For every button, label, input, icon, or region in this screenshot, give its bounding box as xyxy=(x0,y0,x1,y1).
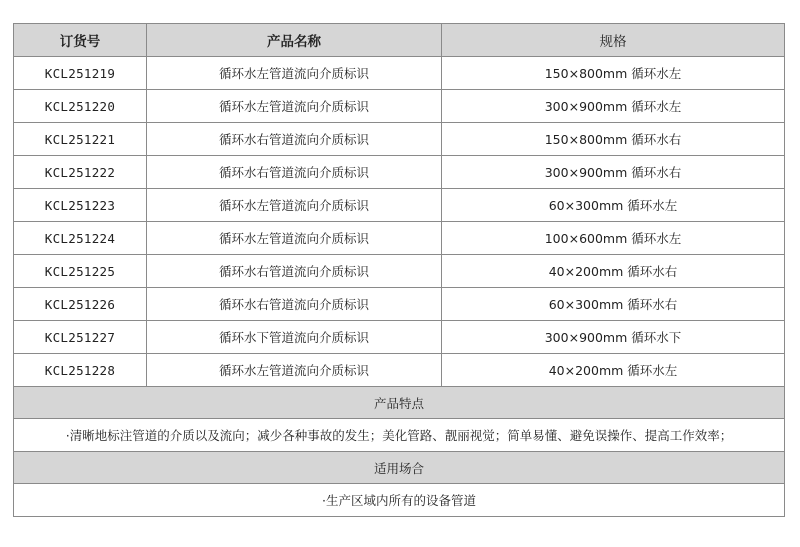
product-name-cell: 循环水右管道流向介质标识 xyxy=(147,123,442,156)
order-number-cell: KCL251221 xyxy=(14,123,147,156)
order-number-cell: KCL251223 xyxy=(14,189,147,222)
order-number-cell: KCL251219 xyxy=(14,57,147,90)
table-row xyxy=(14,321,785,354)
features-header-row xyxy=(14,387,785,419)
specification-cell: 60×300mm 循环水左 xyxy=(442,189,785,222)
table-row xyxy=(14,189,785,222)
features-title: 产品特点 xyxy=(14,387,785,419)
table-row xyxy=(14,288,785,321)
order-number-cell: KCL251220 xyxy=(14,90,147,123)
specification-cell: 100×600mm 循环水左 xyxy=(442,222,785,255)
specification-cell: 300×900mm 循环水左 xyxy=(442,90,785,123)
order-number-cell: KCL251224 xyxy=(14,222,147,255)
table-row xyxy=(14,57,785,90)
product-name-cell: 循环水右管道流向介质标识 xyxy=(147,156,442,189)
table-row xyxy=(14,222,785,255)
order-number-cell: KCL251228 xyxy=(14,354,147,387)
table-row xyxy=(14,354,785,387)
product-name-cell: 循环水左管道流向介质标识 xyxy=(147,354,442,387)
features-text: ·清晰地标注管道的介质以及流向；减少各种事故的发生；美化管路、靓丽视觉；简单易懂、避免误操作、提高工作效率； xyxy=(14,419,785,452)
applications-row xyxy=(14,484,785,517)
product-name-cell: 循环水下管道流向介质标识 xyxy=(147,321,442,354)
product-name-cell: 循环水左管道流向介质标识 xyxy=(147,189,442,222)
table-row xyxy=(14,90,785,123)
order-number-cell: KCL251225 xyxy=(14,255,147,288)
product-name-cell: 循环水右管道流向介质标识 xyxy=(147,288,442,321)
table-row xyxy=(14,123,785,156)
product-name-cell: 循环水右管道流向介质标识 xyxy=(147,255,442,288)
specification-cell: 40×200mm 循环水右 xyxy=(442,255,785,288)
product-spec-table xyxy=(13,23,785,517)
specification-cell: 40×200mm 循环水左 xyxy=(442,354,785,387)
product-name-cell: 循环水左管道流向介质标识 xyxy=(147,57,442,90)
applications-text: ·生产区域内所有的设备管道 xyxy=(14,484,785,517)
table-header-row xyxy=(14,24,785,57)
order-number-cell: KCL251227 xyxy=(14,321,147,354)
specification-cell: 150×800mm 循环水右 xyxy=(442,123,785,156)
applications-header-row xyxy=(14,452,785,484)
specification-cell: 150×800mm 循环水左 xyxy=(442,57,785,90)
product-name-cell: 循环水左管道流向介质标识 xyxy=(147,222,442,255)
specification-cell: 300×900mm 循环水下 xyxy=(442,321,785,354)
table-row xyxy=(14,156,785,189)
table-row xyxy=(14,255,785,288)
product-name-cell: 循环水左管道流向介质标识 xyxy=(147,90,442,123)
specification-cell: 60×300mm 循环水右 xyxy=(442,288,785,321)
header-specification: 规格 xyxy=(442,24,785,57)
header-order-number: 订货号 xyxy=(14,24,147,57)
order-number-cell: KCL251222 xyxy=(14,156,147,189)
specification-cell: 300×900mm 循环水右 xyxy=(442,156,785,189)
features-row xyxy=(14,419,785,452)
header-product-name: 产品名称 xyxy=(147,24,442,57)
order-number-cell: KCL251226 xyxy=(14,288,147,321)
applications-title: 适用场合 xyxy=(14,452,785,484)
